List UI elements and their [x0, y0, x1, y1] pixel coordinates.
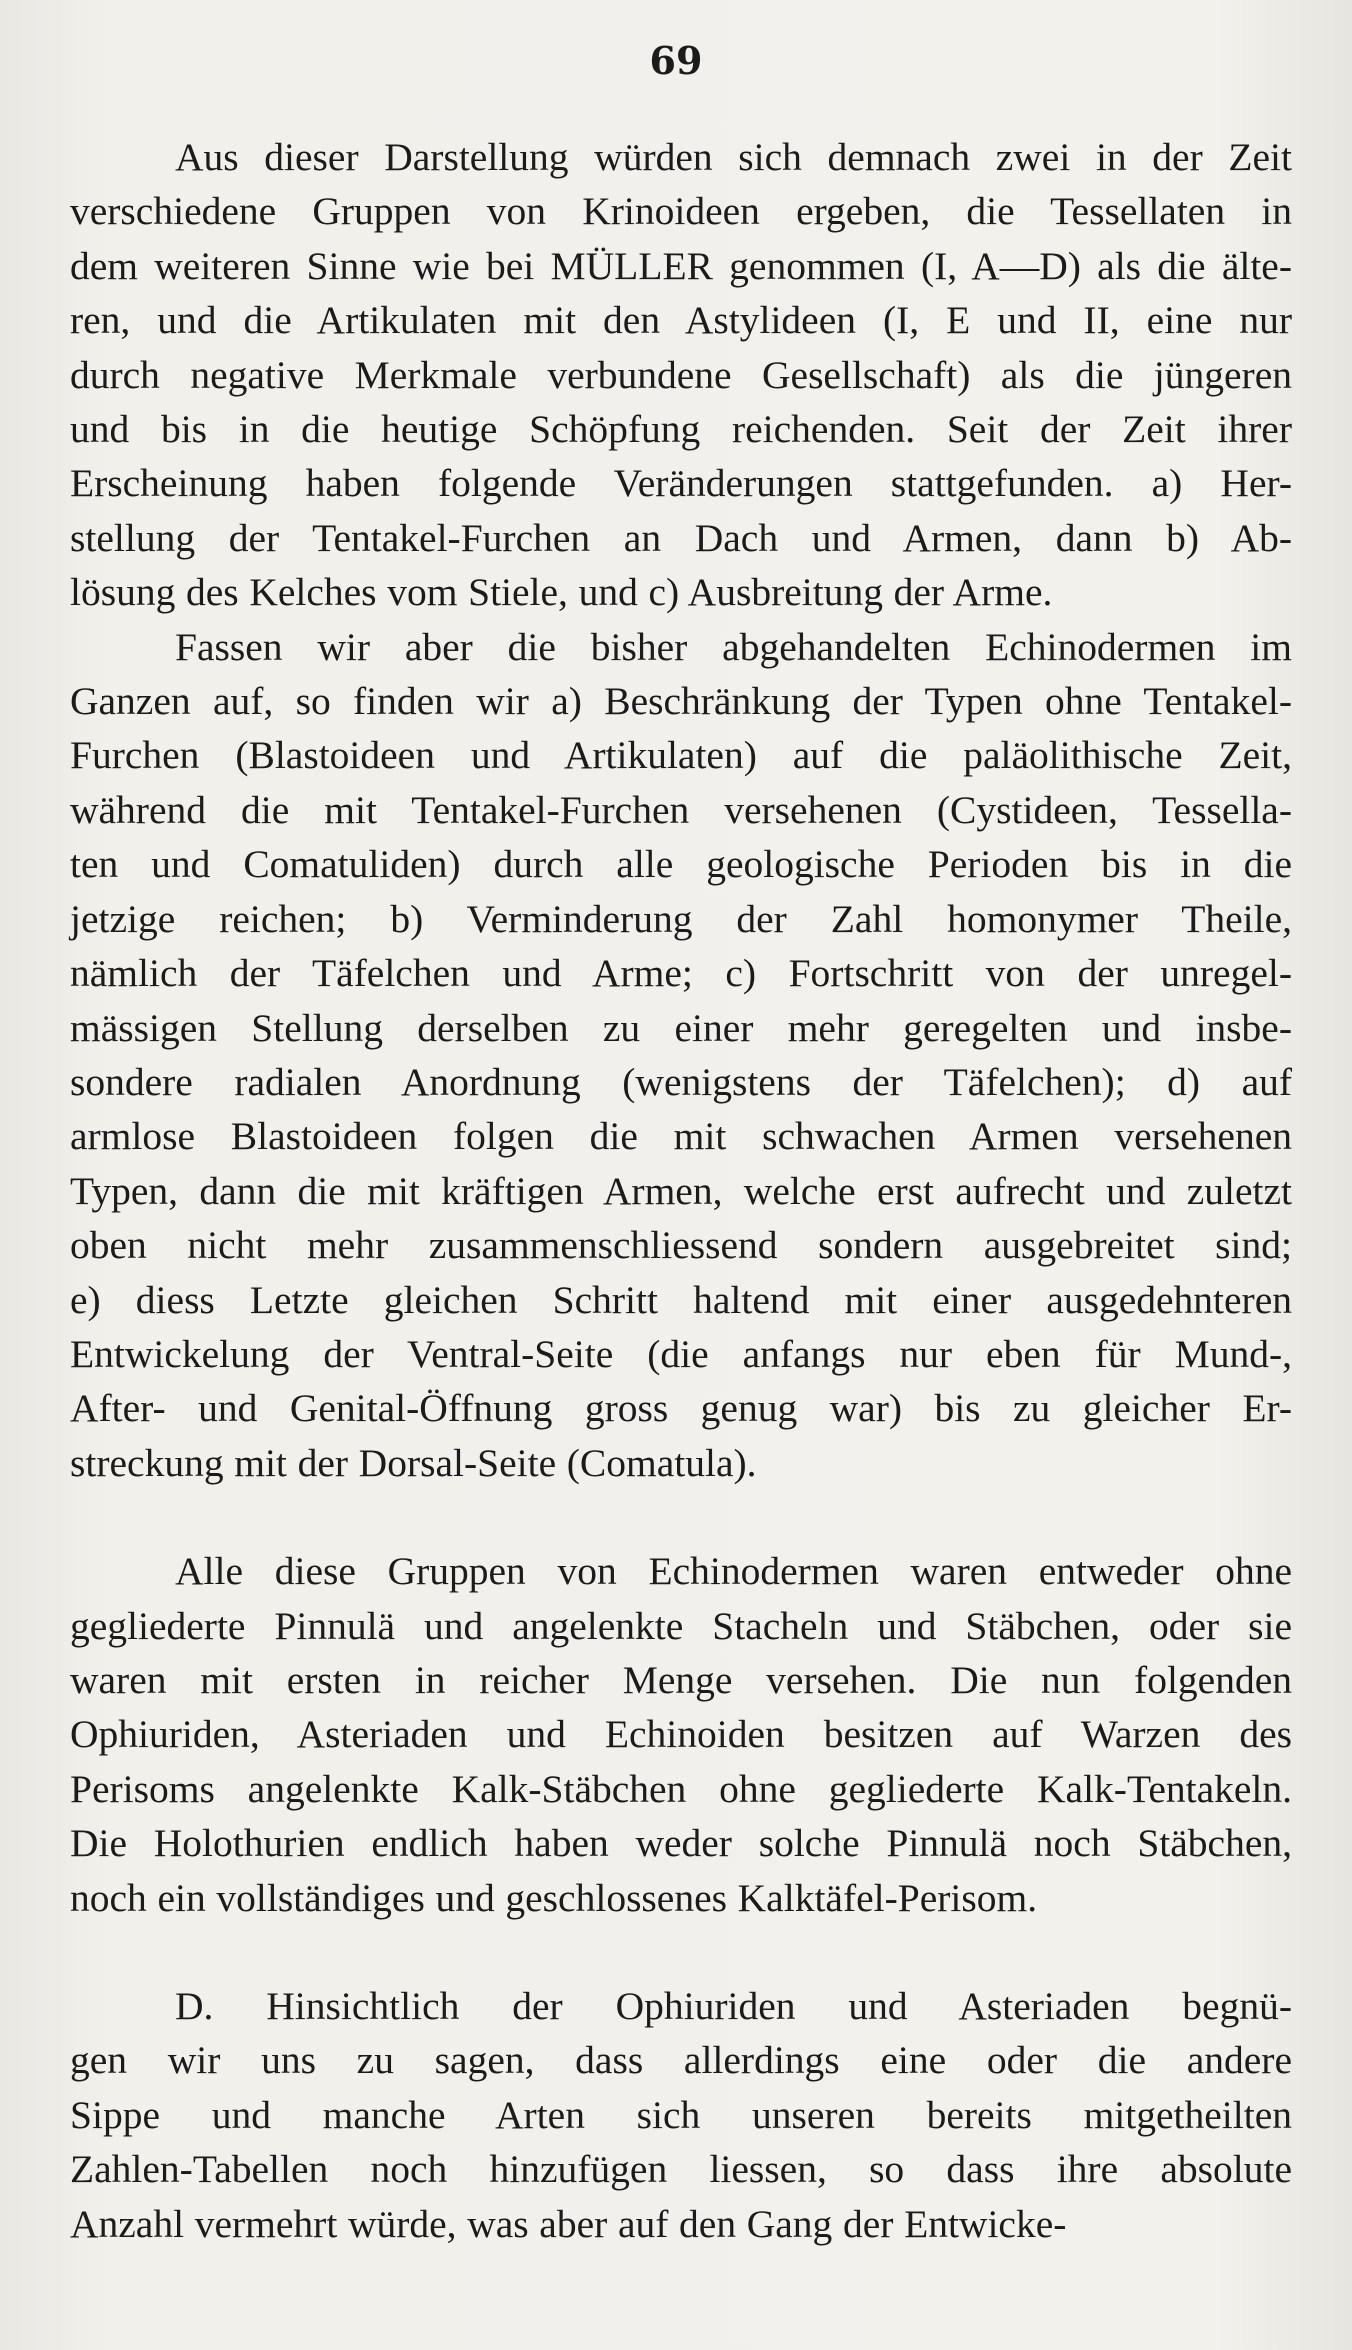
text-line: jetzige reichen; b) Verminderung der Zahl homonymer Theile, [70, 896, 1292, 941]
text-line: durch negative Merkmale verbundene Gesellschaft) als die jüngeren [70, 352, 1292, 397]
paragraph-3 [70, 1544, 1292, 1925]
text-line: After- und Genital-Öffnung gross genug war) bis zu gleicher Er- [70, 1386, 1292, 1431]
text-line: oben nicht mehr zusammenschliessend sondern ausgebreitet sind; [70, 1223, 1292, 1268]
text-line: Sippe und manche Arten sich unseren bereits mitgetheilten [70, 2092, 1292, 2137]
paragraph-2 [70, 620, 1292, 1491]
text-line: streckung mit der Dorsal-Seite (Comatula). [70, 1440, 757, 1485]
text-line: mässigen Stellung derselben zu einer mehr geregelten und insbe- [70, 1005, 1292, 1050]
text-line: noch ein vollständiges und geschlossenes Kalktäfel-Perisom. [70, 1875, 1038, 1920]
text-line: Aus dieser Darstellung würden sich demnach zwei in der Zeit [175, 135, 1292, 179]
text-line: gegliederte Pinnulä und angelenkte Stacheln und Stäbchen, oder sie [70, 1603, 1292, 1648]
text-line: Die Holothurien endlich haben weder solche Pinnulä noch Stäbchen, [70, 1821, 1292, 1866]
text-line: gen wir uns zu sagen, dass allerdings eine oder die andere [70, 2038, 1292, 2083]
text-line: armlose Blastoideen folgen die mit schwachen Armen versehenen [70, 1114, 1292, 1159]
text-line: dem weiteren Sinne wie bei MÜLLER genommen (I, A—D) als die älte- [70, 243, 1292, 288]
text-line: Zahlen-Tabellen noch hinzufügen liessen, so dass ihre absolute [70, 2147, 1292, 2192]
text-line: Entwickelung der Ventral-Seite (die anfangs nur eben für Mund-, [70, 1331, 1292, 1376]
page-number: 69 [649, 38, 703, 83]
text-line: Ophiuriden, Asteriaden und Echinoiden besitzen auf Warzen des [70, 1712, 1292, 1757]
text-line: Furchen (Blastoideen und Artikulaten) auf die paläolithische Zeit, [70, 733, 1292, 778]
text-line: Anzahl vermehrt würde, was aber auf den Gang der Entwicke- [70, 2201, 1067, 2246]
text-line: ten und Comatuliden) durch alle geologische Perioden bis in die [70, 842, 1292, 887]
text-line: Typen, dann die mit kräftigen Armen, welche erst aufrecht und zuletzt [70, 1168, 1292, 1213]
text-line: D. Hinsichtlich der Ophiuriden und Asteriaden begnü- [175, 1984, 1292, 2028]
text-line: waren mit ersten in reicher Menge versehen. Die nun folgenden [70, 1657, 1292, 1702]
paragraph-1 [70, 130, 1292, 620]
text-line: und bis in die heutige Schöpfung reichenden. Seit der Zeit ihrer [70, 407, 1292, 452]
text-line: Perisoms angelenkte Kalk-Stäbchen ohne gegliederte Kalk-Tentakeln. [70, 1766, 1292, 1811]
text-line: während die mit Tentakel-Furchen versehenen (Cystideen, Tessella- [70, 787, 1292, 832]
paragraph-4 [70, 1979, 1292, 2251]
text-line: Ganzen auf, so finden wir a) Beschränkung der Typen ohne Tentakel- [70, 679, 1292, 724]
text-line: verschiedene Gruppen von Krinoideen ergeben, die Tessellaten in [70, 189, 1292, 234]
text-line: stellung der Tentakel-Furchen an Dach und Armen, dann b) Ab- [70, 515, 1292, 560]
text-line: ren, und die Artikulaten mit den Astylideen (I, E und II, eine nur [70, 298, 1292, 343]
text-line: Alle diese Gruppen von Echinodermen waren entweder ohne [175, 1549, 1292, 1594]
text-line: Fassen wir aber die bisher abgehandelten Echinodermen im [175, 624, 1292, 669]
body-text [70, 130, 1292, 2251]
text-line: nämlich der Täfelchen und Arme; c) Fortschritt von der unregel- [70, 951, 1292, 996]
text-line: Erscheinung haben folgende Veränderungen stattgefunden. a) Her- [70, 461, 1292, 506]
text-line: lösung des Kelches vom Stiele, und c) Ausbreitung der Arme. [70, 570, 1053, 615]
text-line: sondere radialen Anordnung (wenigstens der Täfelchen); d) auf [70, 1059, 1292, 1104]
text-line: e) diess Letzte gleichen Schritt haltend mit einer ausgedehnteren [70, 1277, 1292, 1322]
